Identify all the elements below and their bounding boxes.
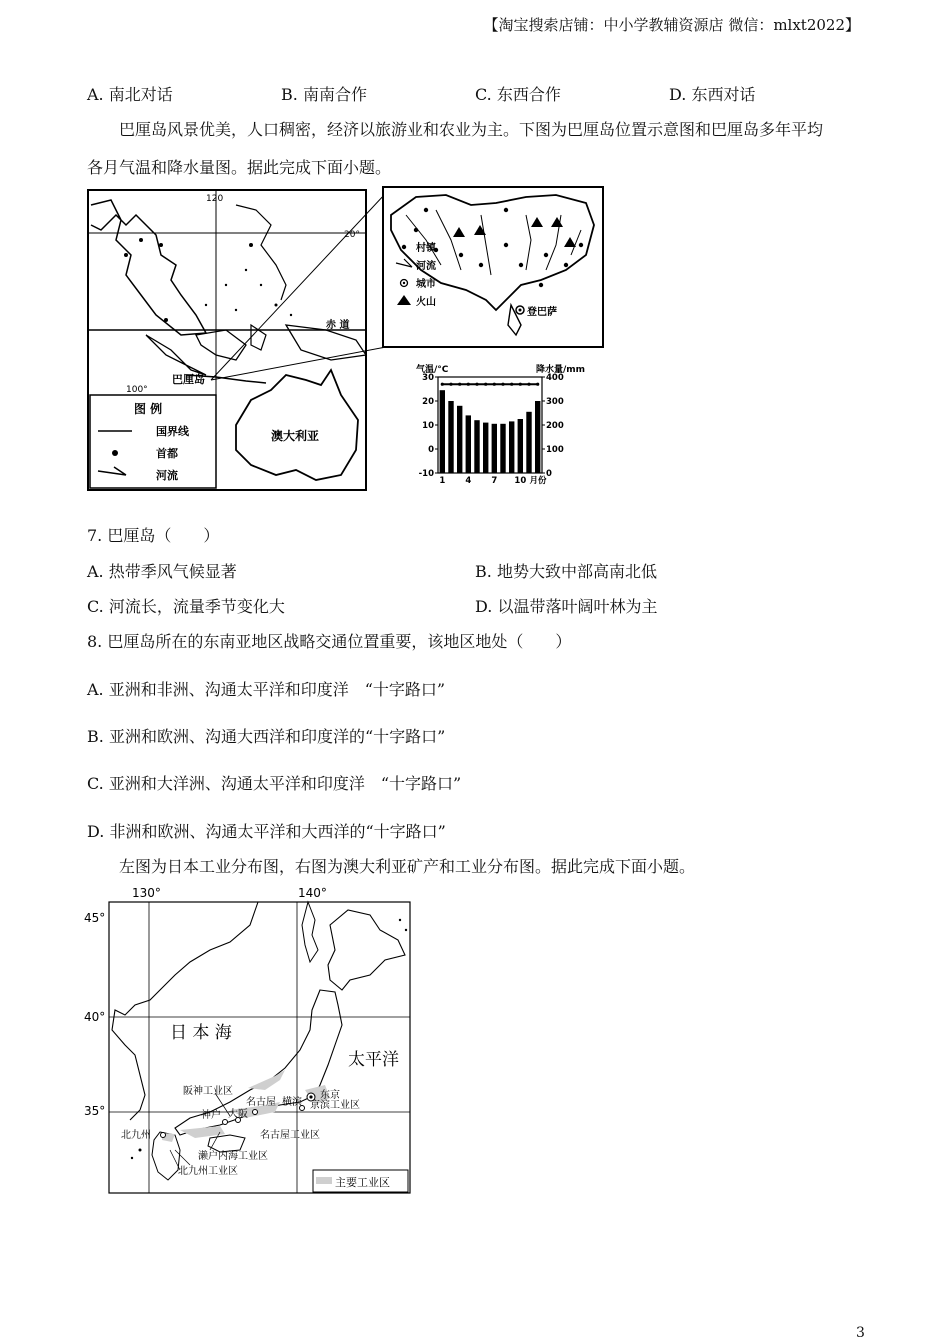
temp-point-month-11: [527, 383, 530, 386]
lon-120-label: 120: [206, 194, 224, 204]
australia-label: 澳大利亚: [271, 429, 320, 443]
hanshin-label: 阪神工业区: [183, 1086, 233, 1097]
industrial-zone-legend-label: 主要工业区: [335, 1176, 390, 1189]
bali-intro-line1: 巴厘岛风景优美，人口稠密，经济以旅游业和农业为主。下图为巴厘岛位置示意图和巴厘岛多年平均: [119, 120, 824, 139]
temp-point-month-1: [441, 383, 444, 386]
temp-point-month-3: [458, 383, 461, 386]
q8-option-b[interactable]: B. 亚洲和欧洲、沟通大西洋和印度洋的“十字路口”: [87, 727, 446, 746]
month-tick-label: 1: [439, 476, 446, 486]
precip-bar-month-6: [483, 423, 488, 473]
japan-industry-map: [80, 880, 420, 1200]
temp-point-month-5: [475, 383, 478, 386]
temp-tick-label: 10: [422, 421, 434, 431]
map-legend: [90, 395, 216, 488]
lat-40-label: 40°: [84, 1010, 106, 1024]
precip-axis-title: 降水量/mm: [536, 365, 586, 375]
temp-axis-title: 气温/°C: [416, 365, 449, 375]
precip-bar-month-9: [509, 421, 514, 473]
svg-text:首都: 首都: [156, 447, 178, 460]
q8-option-a[interactable]: A. 亚洲和非洲、沟通太平洋和印度洋 “十字路口”: [87, 680, 446, 699]
kitakyushu-region-label: 北九州工业区: [178, 1166, 238, 1177]
svg-text:火山: 火山: [416, 297, 436, 308]
lat-35-label: 35°: [84, 1104, 106, 1118]
temp-tick-label: 30: [422, 373, 434, 383]
nagoya-city-label: 名古屋: [246, 1097, 276, 1108]
page-number: 3: [856, 1325, 865, 1341]
svg-text:国界线: 国界线: [156, 425, 189, 438]
precip-tick-label: 200: [546, 421, 564, 431]
header-watermark: 【淘宝搜索店铺：中小学教辅资源店 微信：mlxt2022】: [483, 16, 860, 34]
temp-point-month-2: [449, 383, 452, 386]
bali-figure: [86, 185, 606, 495]
temp-point-month-12: [536, 383, 539, 386]
svg-text:河流: 河流: [416, 261, 436, 272]
precip-bar-month-4: [466, 415, 471, 473]
bali-intro-line2: 各月气温和降水量图。据此完成下面小题。: [87, 158, 392, 177]
lat-45-label: 45°: [84, 911, 106, 925]
yokohama-label: 横滨: [282, 1097, 302, 1108]
q7-option-a[interactable]: A. 热带季风气候显著: [87, 562, 237, 581]
japan-intro: 左图为日本工业分布图，右图为澳大利亚矿产和工业分布图。据此完成下面小题。: [119, 857, 696, 876]
precip-tick-label: 0: [546, 469, 552, 479]
precip-bar-month-1: [440, 390, 445, 473]
osaka-label: 大阪: [228, 1109, 248, 1120]
lon-100-label: 100°: [126, 385, 148, 395]
lon-130-label: 130°: [132, 886, 161, 900]
q7-option-c[interactable]: C. 河流长，流量季节变化大: [87, 597, 285, 616]
temp-point-month-4: [467, 383, 470, 386]
month-tick-label: 月份: [529, 476, 547, 486]
q6-option-b[interactable]: B. 南南合作: [281, 85, 367, 104]
lon-140-label: 140°: [298, 886, 327, 900]
precip-bar-month-3: [457, 406, 462, 473]
precip-tick-label: 100: [546, 445, 564, 455]
nagoya-region-label: 名古屋工业区: [260, 1130, 320, 1141]
q6-option-d[interactable]: D. 东西对话: [669, 85, 756, 104]
month-tick-label: 4: [465, 476, 472, 486]
kitakyushu-city-label: 北九州: [121, 1130, 151, 1141]
precip-bar-month-2: [448, 401, 453, 473]
q8-stem: 8. 巴厘岛所在的东南亚地区战略交通位置重要，该地区地处（ ）: [87, 632, 572, 651]
svg-text:村镇: 村镇: [416, 243, 436, 254]
precip-tick-label: 400: [546, 373, 564, 383]
q6-option-c[interactable]: C. 东西合作: [475, 85, 561, 104]
bali-label: 巴厘岛: [172, 373, 205, 386]
precip-bar-month-11: [526, 412, 531, 473]
precip-bar-month-8: [500, 424, 505, 473]
temp-point-month-9: [510, 383, 513, 386]
sea-of-japan-label: 日 本 海: [170, 1023, 232, 1043]
temp-tick-label: 20: [422, 397, 434, 407]
q7-option-d[interactable]: D. 以温带落叶阔叶林为主: [475, 597, 658, 616]
temp-tick-label: 0: [428, 445, 434, 455]
temp-point-month-7: [493, 383, 496, 386]
q8-option-d[interactable]: D. 非洲和欧洲、沟通太平洋和大西洋的“十字路口”: [87, 822, 446, 841]
temp-point-month-6: [484, 383, 487, 386]
capital-dot-icon: [112, 450, 118, 456]
town-dot-icon: [402, 245, 406, 249]
month-tick-label: 10: [514, 476, 527, 486]
temp-point-month-8: [501, 383, 504, 386]
legend-title: 图 例: [134, 402, 163, 416]
precip-bar-month-7: [492, 424, 497, 473]
pacific-label: 太平洋: [348, 1050, 399, 1070]
svg-text:城市: 城市: [416, 279, 436, 290]
precip-bar-month-10: [518, 419, 523, 473]
svg-text:河流: 河流: [156, 469, 178, 482]
q6-option-a[interactable]: A. 南北对话: [87, 85, 173, 104]
setouchi-label: 濑户内海工业区: [198, 1151, 268, 1162]
tokyo-label: 东京: [320, 1090, 340, 1101]
precip-tick-label: 300: [546, 397, 564, 407]
precip-bar-month-12: [535, 401, 540, 473]
bali-island-map: [383, 187, 603, 347]
equator-label: 赤 道: [326, 320, 350, 331]
precip-bar-month-5: [474, 420, 479, 473]
month-tick-label: 7: [491, 476, 498, 486]
climate-chart: [416, 363, 585, 486]
industrial-zone-legend-swatch: [316, 1177, 332, 1184]
temp-point-month-10: [519, 383, 522, 386]
q7-stem: 7. 巴厘岛（ ）: [87, 526, 220, 545]
q8-option-c[interactable]: C. 亚洲和大洋洲、沟通太平洋和印度洋 “十字路口”: [87, 774, 462, 793]
q7-option-b[interactable]: B. 地势大致中部高南北低: [475, 562, 657, 581]
temp-tick-label: -10: [418, 469, 434, 479]
denpasar-label: 登巴萨: [527, 307, 557, 318]
lat-20-label: 20°: [344, 230, 360, 240]
kobe-label: 神户: [201, 1110, 221, 1121]
keihin-label: 京滨工业区: [310, 1100, 360, 1111]
